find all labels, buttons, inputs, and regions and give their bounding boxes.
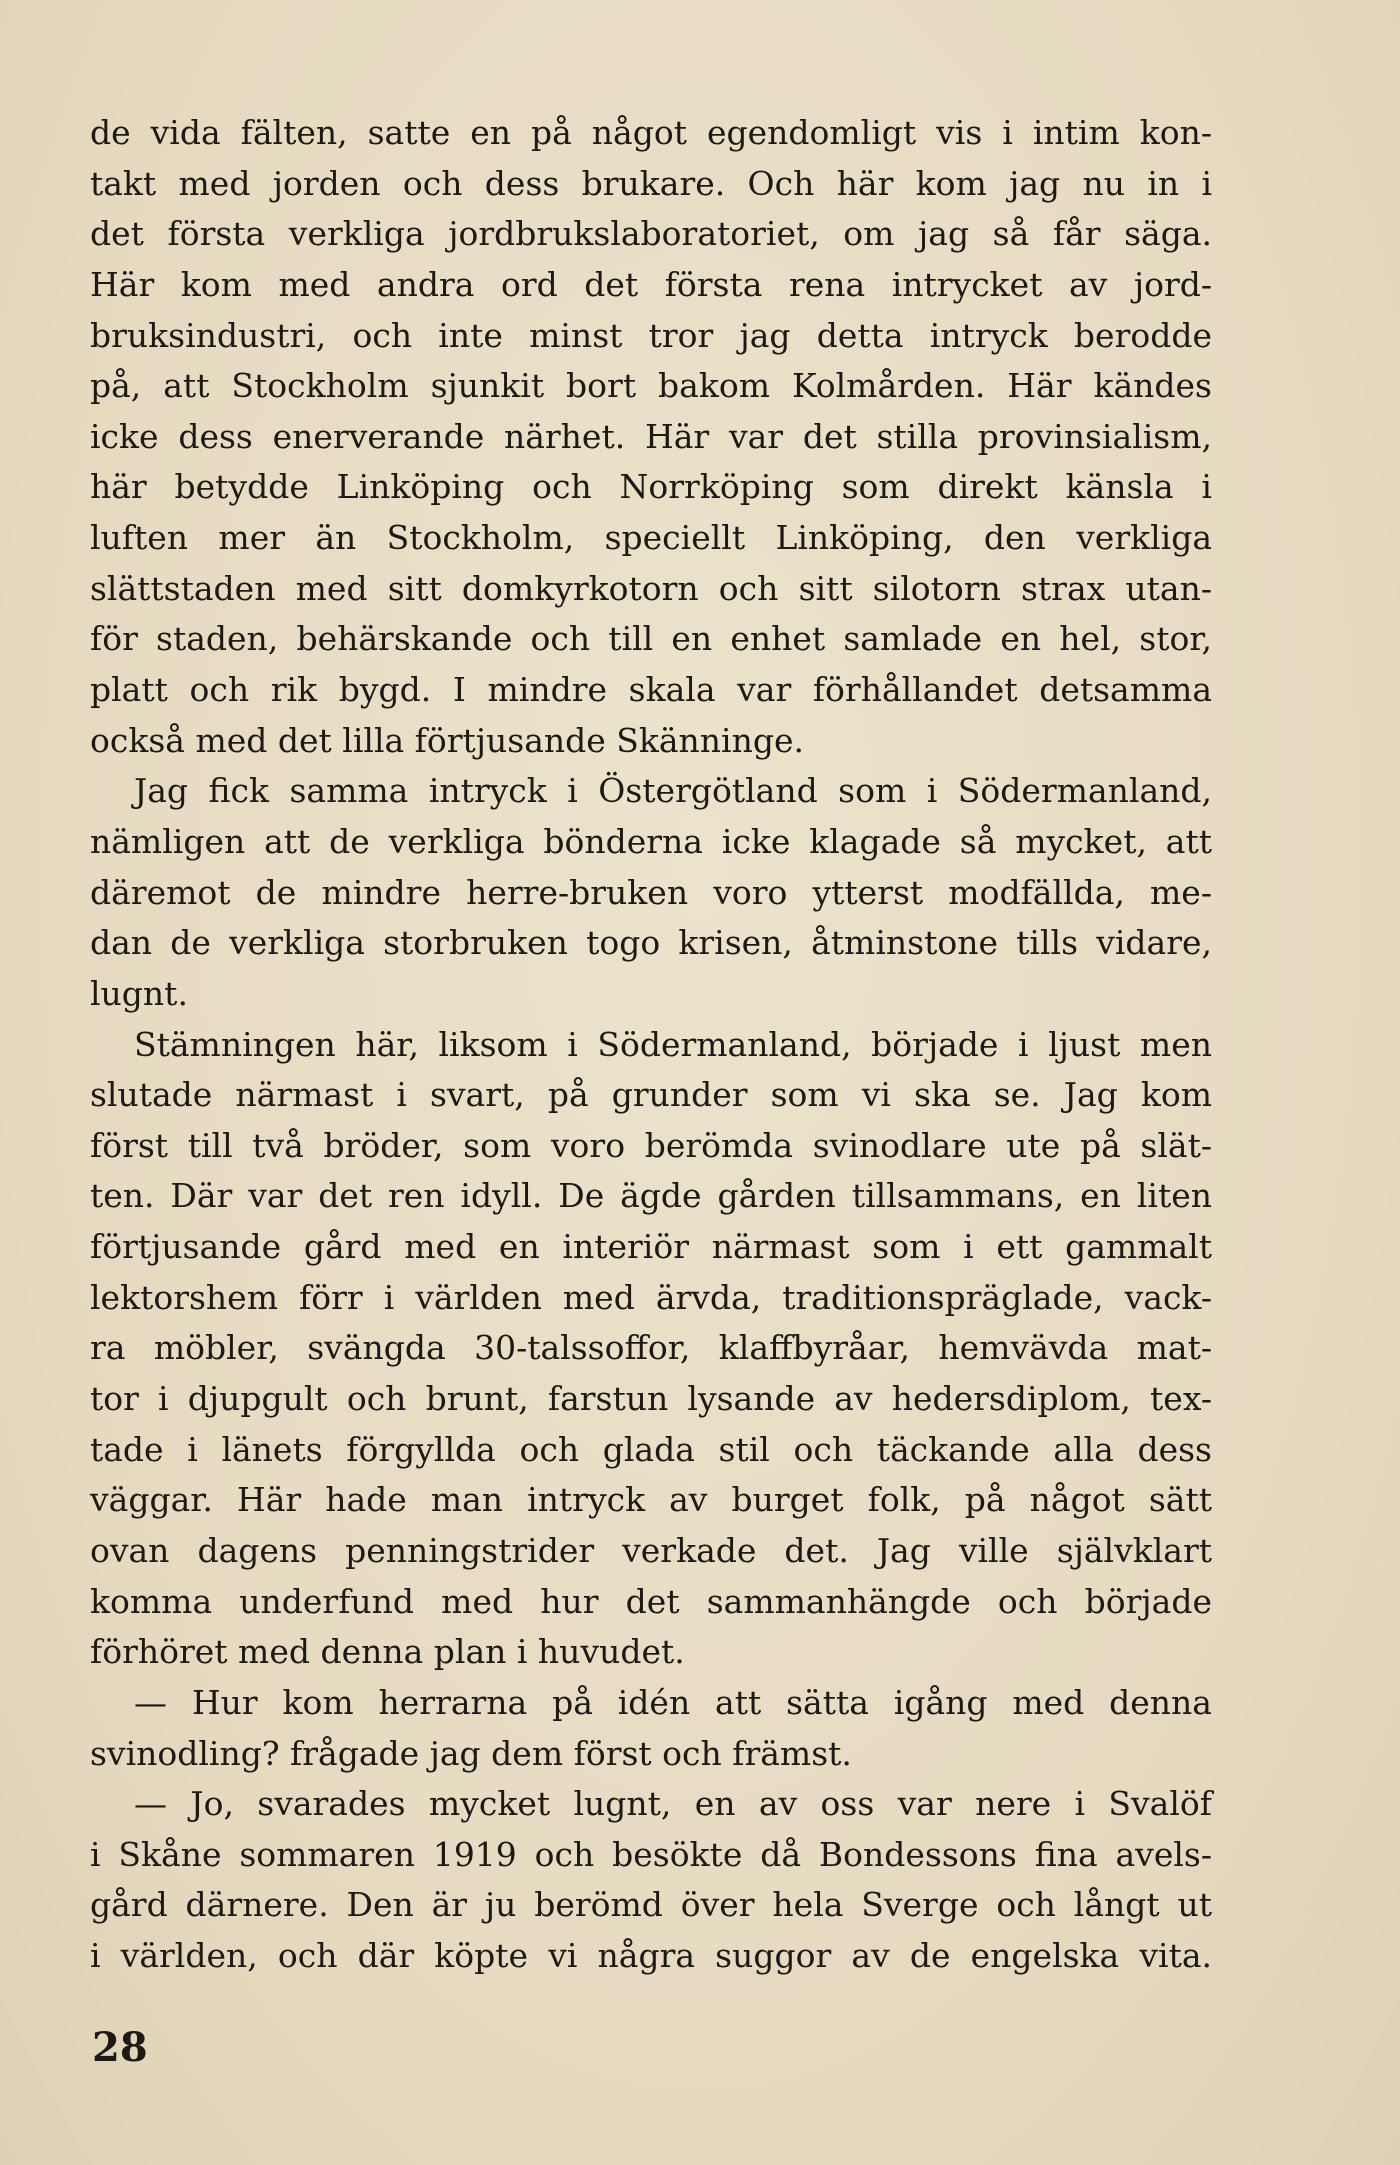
text-line: ovan dagens penningstrider verkade det. Jag ville självklart (90, 1530, 1212, 1570)
text-line: komma underfund med hur det sammanhängde och började (90, 1581, 1212, 1621)
text-line: takt med jorden och dess brukare. Och här kom jag nu in i (90, 163, 1212, 203)
text-line: Jag fick samma intryck i Östergötland som i Södermanland, (134, 771, 1212, 811)
text-line: ten. Där var det ren idyll. De ägde gården tillsammans, en liten (90, 1176, 1212, 1216)
text-line: det första verkliga jordbrukslaboratoriet, om jag så får säga. (90, 214, 1212, 254)
text-line: slutade närmast i svart, på grunder som vi ska se. Jag kom (90, 1075, 1212, 1115)
text-line: här betydde Linköping och Norrköping som direkt känsla i (90, 467, 1212, 507)
text-line: luften mer än Stockholm, speciellt Linköping, den verkliga (90, 518, 1212, 558)
text-line: slättstaden med sitt domkyrkotorn och sitt silotorn strax utan- (90, 568, 1212, 608)
text-line: för staden, behärskande och till en enhet samlade en hel, stor, (90, 619, 1212, 659)
text-line: — Jo, svarades mycket lugnt, en av oss var nere i Svalöf (134, 1784, 1212, 1824)
text-line: först till två bröder, som voro berömda svinodlare ute på slät- (90, 1125, 1212, 1165)
text-line: de vida fälten, satte en på något egendomligt vis i intim kon- (90, 113, 1212, 152)
text-line: — Hur kom herrarna på idén att sätta igång med denna (134, 1682, 1212, 1722)
text-line: icke dess enerverande närhet. Här var det stilla provinsialism, (90, 416, 1212, 456)
text-line: lektorshem förr i världen med ärvda, traditionspräglade, vack- (90, 1277, 1212, 1317)
text-line: väggar. Här hade man intryck av burget folk, på något sätt (90, 1480, 1212, 1520)
text-line: Stämningen här, liksom i Södermanland, började i ljust men (134, 1024, 1212, 1064)
body-text (90, 108, 1212, 1982)
text-line: bruksindustri, och inte minst tror jag detta intryck berodde (90, 315, 1212, 355)
text-line: ra möbler, svängda 30-talssoffor, klaffbyråar, hemvävda mat- (90, 1328, 1212, 1368)
text-line: lugnt. (90, 973, 188, 1013)
text-line: gård därnere. Den är ju berömd över hela Sverge och långt ut (90, 1885, 1212, 1925)
text-line: dan de verkliga storbruken togo krisen, åtminstone tills vidare, (90, 923, 1212, 963)
text-line: i världen, och där köpte vi några suggor av de engelska vita. (90, 1936, 1212, 1976)
text-line: i Skåne sommaren 1919 och besökte då Bondessons fina avels- (90, 1834, 1212, 1874)
page-number: 28 (92, 2024, 148, 2071)
text-line: också med det lilla förtjusande Skänninge. (90, 720, 805, 760)
text-line: förhöret med denna plan i huvudet. (90, 1632, 685, 1672)
text-line: svinodling? frågade jag dem först och främst. (90, 1733, 852, 1773)
text-line: tade i länets förgyllda och glada stil och täckande alla dess (90, 1429, 1212, 1469)
text-line: Här kom med andra ord det första rena intrycket av jord- (90, 264, 1212, 304)
text-line: förtjusande gård med en interiör närmast som i ett gammalt (90, 1227, 1212, 1267)
text-line: nämligen att de verkliga bönderna icke klagade så mycket, att (90, 821, 1212, 861)
text-line: på, att Stockholm sjunkit bort bakom Kolmården. Här kändes (90, 366, 1212, 406)
text-line: platt och rik bygd. I mindre skala var förhållandet detsamma (90, 670, 1212, 710)
text-line: tor i djupgult och brunt, farstun lysande av hedersdiplom, tex- (90, 1379, 1212, 1419)
text-line: däremot de mindre herre-bruken voro ytterst modfällda, me- (90, 872, 1212, 912)
